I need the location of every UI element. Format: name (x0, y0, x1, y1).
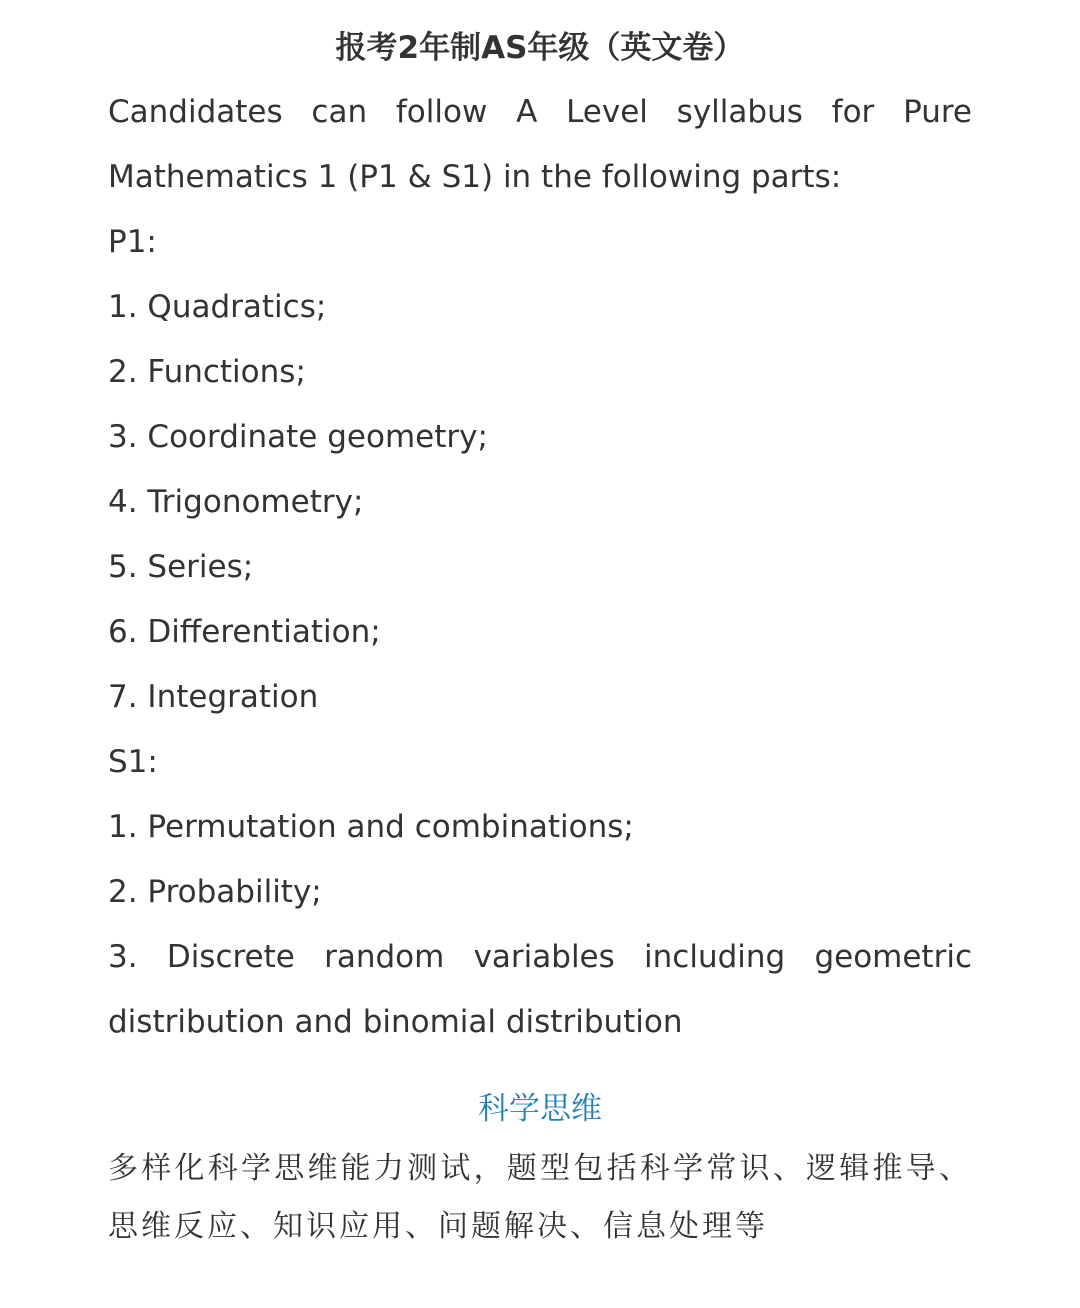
p1-item: 1. Quadratics; (108, 289, 327, 325)
p1-item: 3. Coordinate geometry; (108, 419, 488, 455)
p1-item: 7. Integration (108, 679, 319, 715)
p1-item: 2. Functions; (108, 354, 306, 390)
s1-item: 2. Probability; (108, 874, 322, 910)
science-section-title: 科学思维 (478, 1091, 602, 1127)
intro-paragraph: Candidates can follow A Level syllabus for Pure Mathematics 1 (P1 & S1) in the following parts: (108, 94, 972, 195)
s1-item: 3. Discrete random variables including geometric distribution and binomial distribution (108, 939, 972, 1040)
section-heading: 报考2年制AS年级（英文卷） (335, 30, 745, 66)
p1-label: P1: (108, 224, 157, 260)
p1-item: 4. Trigonometry; (108, 484, 364, 520)
science-description: 多样化科学思维能力测试，题型包括科学常识、逻辑推导、思维反应、知识应用、问题解决、信息处理等 (108, 1151, 972, 1244)
s1-label: S1: (108, 744, 158, 780)
s1-item: 1. Permutation and combinations; (108, 809, 634, 845)
p1-item: 5. Series; (108, 549, 254, 585)
p1-item: 6. Differentiation; (108, 614, 381, 650)
